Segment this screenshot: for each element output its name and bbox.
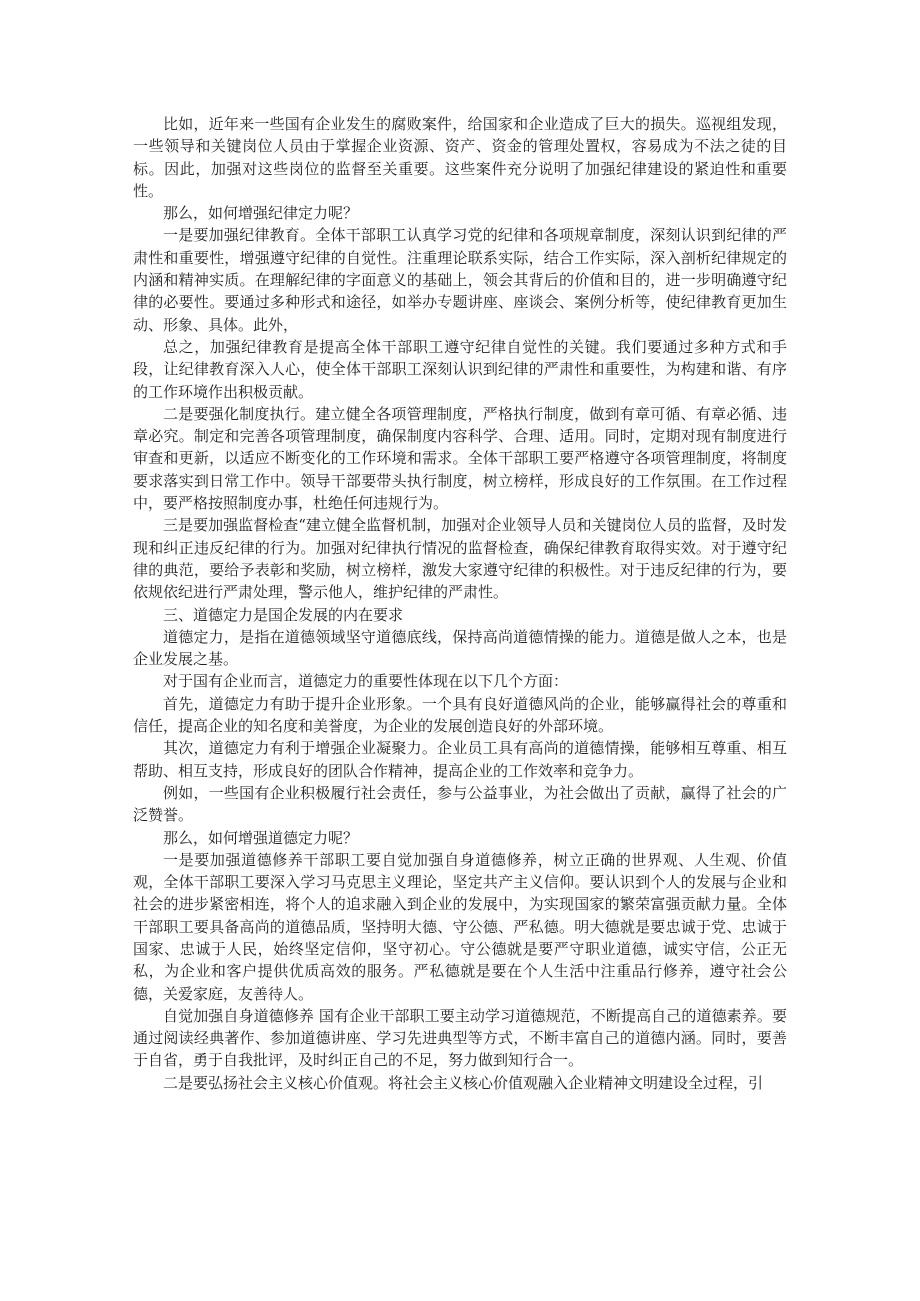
paragraph: 道德定力，是指在道德领域坚守道德底线，保持高尚道德情操的能力。道德是做人之本，也是企业发展之基。 [133, 627, 787, 669]
paragraph: 一是要加强道德修养干部职工要自觉加强自身道德修养，树立正确的世界观、人生观、价值观，全体干部职工要深入学习马克思主义理论，坚定共产主义信仰。要认识到个人的发展与企业和社会的进步紧密相连，将个人的追求融入到企业的发展中，为实现国家的繁荣富强贡献力量。全体干部职工要具备高尚的道德品质，坚持明大德、守公德、严私德。明大德就是要忠诚于党、忠诚于国家、忠诚于人民，始终坚定信仰，坚守初心。守公德就是要严守职业道德，诚实守信，公正无私，为企业和客户提供优质高效的服务。严私德就是要在个人生活中注重品行修养，遵守社会公德，关爱家庭，友善待人。 [133, 850, 787, 1003]
section-heading: 三、道德定力是国企发展的内在要求 [163, 605, 404, 624]
paragraph: 三是要加强监督检查“建立健全监督机制，加强对企业领导人员和关键岗位人员的监督，及时发现和纠正违反纪律的行为。加强对纪律执行情况的监督检查，确保纪律教育取得实效。对于遵守纪律的典范，要给予表彰和奖励，树立榜样，激发大家遵守纪律的积极性。对于违反纪律的行为，要依规依纪进行严肃处理，警示他人，维护纪律的严肃性。 [133, 516, 787, 602]
paragraph: 二是要弘扬社会主义核心价值观。将社会主义核心价值观融入企业精神文明建设全过程，引 [163, 1073, 764, 1092]
paragraph: 对于国有企业而言，道德定力的重要性体现在以下几个方面： [163, 672, 569, 691]
paragraph: 那么，如何增强道德定力呢？ [163, 828, 359, 847]
paragraph: 那么，如何增强纪律定力呢？ [163, 204, 359, 223]
paragraph: 其次，道德定力有利于增强企业凝聚力。企业员工具有高尚的道德情操，能够相互尊重、相互帮助、相互支持，形成良好的团队合作精神，提高企业的工作效率和竞争力。 [133, 739, 787, 780]
paragraph: 一是要加强纪律教育。全体干部职工认真学习党的纪律和各项规章制度，深刻认识到纪律的严肃性和重要性，增强遵守纪律的自觉性。注重理论联系实际，结合工作实际，深入剖析纪律规定的内涵和精神实质。在理解纪律的字面意义的基础上，领会其背后的价值和目的，进一步明确遵守纪律的必要性。要通过多种形式和途径，如举办专题讲座、座谈会、案例分析等，使纪律教育更加生动、形象、具体。此外， [133, 226, 787, 334]
paragraph: 例如，一些国有企业积极履行社会责任，参与公益事业，为社会做出了贡献，赢得了社会的广泛赞誉。 [133, 783, 787, 825]
paragraph: 总之，加强纪律教育是提高全体干部职工遵守纪律自觉性的关键。我们要通过多种方式和手段，让纪律教育深入人心，使全体干部职工深刻认识到纪律的严肃性和重要性，为构建和谐、有序的工作环境作出积极贡献。 [133, 337, 787, 401]
paragraph: 自觉加强自身道德修养 国有企业干部职工要主动学习道德规范，不断提高自己的道德素养。要通过阅读经典著作、参加道德讲座、学习先进典型等方式，不断丰富自己的道德内涵。同时，要善于自省，勇于自我批评，及时纠正自己的不足，努力做到知行合一。 [133, 1006, 787, 1070]
paragraph: 首先，道德定力有助于提升企业形象。一个具有良好道德风尚的企业，能够赢得社会的尊重和信任，提高企业的知名度和美誉度，为企业的发展创造良好的外部环境。 [133, 694, 787, 736]
paragraph: 比如，近年来一些国有企业发生的腐败案件，给国家和企业造成了巨大的损失。巡视组发现，一些领导和关键岗位人员由于掌握企业资源、资产、资金的管理处置权，容易成为不法之徒的目标。因此，加强对这些岗位的监督至关重要。这些案件充分说明了加强纪律建设的紧迫性和重要性。 [133, 115, 787, 200]
paragraph: 二是要强化制度执行。建立健全各项管理制度，严格执行制度，做到有章可循、有章必循、违章必究。制定和完善各项管理制度，确保制度内容科学、合理、适用。同时，定期对现有制度进行审查和更新，以适应不断变化的工作环境和需求。全体干部职工要严格遵守各项管理制度，将制度要求落实到日常工作中。领导干部要带头执行制度，树立榜样，形成良好的工作氛围。在工作过程中，要严格按照制度办事，杜绝任何违规行为。 [133, 404, 787, 513]
document-body [133, 113, 787, 1094]
